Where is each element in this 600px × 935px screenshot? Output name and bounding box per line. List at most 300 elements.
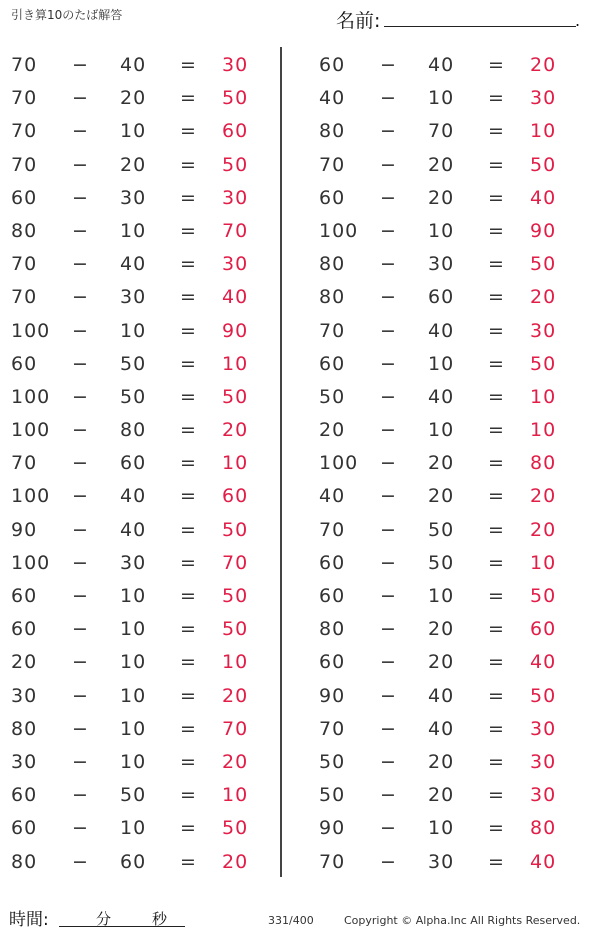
subtrahend: 20 — [120, 87, 147, 110]
problem-row — [308, 845, 578, 878]
problem-row — [0, 612, 270, 645]
equals-sign: = — [488, 585, 504, 607]
problem-row — [308, 645, 578, 678]
subtrahend: 40 — [428, 319, 455, 342]
problem-row — [308, 513, 578, 546]
subtrahend: 50 — [120, 784, 147, 807]
minus-sign: − — [72, 186, 88, 209]
minus-sign: − — [380, 684, 396, 707]
minuend: 60 — [11, 186, 38, 209]
minuend: 60 — [319, 186, 346, 209]
answer: 10 — [222, 651, 249, 674]
answer: 70 — [222, 219, 249, 242]
minuend: 80 — [11, 219, 38, 242]
minuend: 70 — [11, 452, 38, 475]
problem-row — [0, 148, 270, 181]
minus-sign: − — [72, 750, 88, 773]
minuend: 70 — [11, 120, 38, 143]
subtrahend: 10 — [120, 585, 147, 607]
problem-row — [308, 579, 578, 612]
minus-sign: − — [380, 618, 396, 641]
subtrahend: 10 — [428, 585, 455, 607]
minus-sign: − — [72, 385, 88, 408]
answer: 30 — [222, 253, 249, 276]
equals-sign: = — [488, 153, 504, 176]
problem-row — [0, 114, 270, 147]
minus-sign: − — [380, 385, 396, 408]
minus-sign: − — [380, 717, 396, 740]
subtrahend: 10 — [428, 352, 455, 375]
subtrahend: 80 — [120, 419, 147, 442]
problem-row — [308, 546, 578, 579]
answer: 20 — [530, 485, 557, 508]
minuend: 90 — [319, 817, 346, 840]
subtrahend: 40 — [428, 385, 455, 408]
answer: 80 — [530, 817, 557, 840]
subtrahend: 10 — [120, 319, 147, 342]
minuend: 80 — [319, 120, 346, 143]
answer: 50 — [222, 385, 249, 408]
name-field-line[interactable] — [384, 26, 576, 27]
problem-row — [0, 280, 270, 313]
answer: 50 — [530, 253, 557, 276]
equals-sign: = — [488, 750, 504, 773]
answer: 20 — [530, 286, 557, 309]
equals-sign: = — [488, 518, 504, 541]
subtrahend: 30 — [120, 286, 147, 309]
problem-row — [308, 214, 578, 247]
minutes-label: 分 — [96, 910, 112, 928]
subtrahend: 10 — [120, 618, 147, 641]
minus-sign: − — [72, 551, 88, 574]
minuend: 70 — [319, 153, 346, 176]
minus-sign: − — [380, 253, 396, 276]
minuend: 80 — [319, 618, 346, 641]
equals-sign: = — [180, 817, 196, 840]
problem-row — [0, 745, 270, 778]
subtrahend: 50 — [120, 385, 147, 408]
equals-sign: = — [488, 120, 504, 143]
minuend: 60 — [11, 784, 38, 807]
subtrahend: 30 — [428, 850, 455, 873]
problem-row — [308, 347, 578, 380]
minus-sign: − — [72, 651, 88, 674]
answer: 20 — [222, 419, 249, 442]
problem-row — [308, 380, 578, 413]
subtrahend: 50 — [120, 352, 147, 375]
problem-row — [308, 612, 578, 645]
page-number: 331/400 — [268, 914, 314, 927]
answer: 40 — [530, 651, 557, 674]
minus-sign: − — [380, 585, 396, 607]
problem-row — [0, 48, 270, 81]
minuend: 50 — [319, 784, 346, 807]
answer: 60 — [222, 485, 249, 508]
equals-sign: = — [180, 717, 196, 740]
subtrahend: 10 — [428, 87, 455, 110]
equals-sign: = — [180, 54, 196, 76]
subtrahend: 60 — [120, 850, 147, 873]
subtrahend: 20 — [428, 485, 455, 508]
minus-sign: − — [380, 518, 396, 541]
minuend: 70 — [319, 850, 346, 873]
minuend: 70 — [319, 717, 346, 740]
minus-sign: − — [380, 551, 396, 574]
minus-sign: − — [380, 319, 396, 342]
problem-row — [308, 148, 578, 181]
answer: 10 — [530, 385, 557, 408]
subtrahend: 60 — [428, 286, 455, 309]
problem-row — [0, 181, 270, 214]
answer: 40 — [530, 186, 557, 209]
answer: 80 — [530, 452, 557, 475]
answer: 30 — [530, 319, 557, 342]
equals-sign: = — [180, 186, 196, 209]
equals-sign: = — [180, 286, 196, 309]
equals-sign: = — [488, 784, 504, 807]
answer: 10 — [222, 452, 249, 475]
subtrahend: 20 — [428, 153, 455, 176]
answer: 50 — [222, 87, 249, 110]
minus-sign: − — [380, 750, 396, 773]
minuend: 30 — [11, 750, 38, 773]
problem-row — [0, 214, 270, 247]
minuend: 70 — [11, 153, 38, 176]
minus-sign: − — [72, 717, 88, 740]
problem-row — [0, 845, 270, 878]
equals-sign: = — [488, 717, 504, 740]
minus-sign: − — [72, 253, 88, 276]
minus-sign: − — [380, 352, 396, 375]
subtrahend: 30 — [120, 186, 147, 209]
minus-sign: − — [380, 485, 396, 508]
minus-sign: − — [380, 419, 396, 442]
problem-row — [308, 181, 578, 214]
minus-sign: − — [72, 452, 88, 475]
answer: 20 — [530, 518, 557, 541]
equals-sign: = — [180, 784, 196, 807]
subtrahend: 60 — [120, 452, 147, 475]
equals-sign: = — [488, 385, 504, 408]
minuend: 40 — [319, 87, 346, 110]
subtrahend: 40 — [120, 54, 147, 76]
answer: 50 — [530, 153, 557, 176]
answer: 30 — [530, 784, 557, 807]
equals-sign: = — [180, 120, 196, 143]
subtrahend: 40 — [120, 485, 147, 508]
minuend: 100 — [11, 551, 51, 574]
equals-sign: = — [488, 253, 504, 276]
minus-sign: − — [380, 817, 396, 840]
minuend: 40 — [319, 485, 346, 508]
subtrahend: 70 — [428, 120, 455, 143]
minuend: 80 — [11, 717, 38, 740]
subtrahend: 10 — [120, 651, 147, 674]
minus-sign: − — [72, 518, 88, 541]
problem-row — [308, 48, 578, 81]
minus-sign: − — [72, 485, 88, 508]
answer: 20 — [222, 684, 249, 707]
subtrahend: 10 — [428, 817, 455, 840]
minuend: 60 — [319, 551, 346, 574]
problem-row — [0, 81, 270, 114]
equals-sign: = — [180, 385, 196, 408]
equals-sign: = — [488, 618, 504, 641]
problem-row — [0, 347, 270, 380]
answer: 30 — [222, 186, 249, 209]
answer: 50 — [222, 518, 249, 541]
equals-sign: = — [488, 87, 504, 110]
equals-sign: = — [488, 551, 504, 574]
subtrahend: 40 — [428, 684, 455, 707]
answer: 50 — [530, 352, 557, 375]
equals-sign: = — [180, 87, 196, 110]
minus-sign: − — [72, 54, 88, 76]
equals-sign: = — [180, 551, 196, 574]
subtrahend: 10 — [120, 120, 147, 143]
equals-sign: = — [488, 219, 504, 242]
minuend: 100 — [11, 419, 51, 442]
subtrahend: 20 — [428, 750, 455, 773]
equals-sign: = — [488, 485, 504, 508]
answer: 30 — [222, 54, 249, 76]
minus-sign: − — [72, 618, 88, 641]
minus-sign: − — [72, 120, 88, 143]
minuend: 60 — [11, 618, 38, 641]
answer: 50 — [222, 153, 249, 176]
column-divider — [280, 47, 282, 877]
subtrahend: 40 — [120, 518, 147, 541]
answer: 50 — [530, 585, 557, 607]
problem-row — [308, 247, 578, 280]
equals-sign: = — [488, 419, 504, 442]
answer: 40 — [530, 850, 557, 873]
equals-sign: = — [180, 352, 196, 375]
minus-sign: − — [72, 419, 88, 442]
minuend: 60 — [319, 352, 346, 375]
minuend: 60 — [319, 651, 346, 674]
answer: 10 — [222, 352, 249, 375]
problem-row — [308, 811, 578, 844]
equals-sign: = — [180, 651, 196, 674]
problem-row — [0, 446, 270, 479]
equals-sign: = — [488, 352, 504, 375]
name-end-mark: . — [575, 11, 581, 30]
minuend: 80 — [319, 253, 346, 276]
subtrahend: 10 — [428, 219, 455, 242]
minuend: 20 — [11, 651, 38, 674]
equals-sign: = — [488, 54, 504, 76]
problem-row — [0, 380, 270, 413]
answer: 10 — [530, 419, 557, 442]
problem-row — [308, 280, 578, 313]
minus-sign: − — [72, 817, 88, 840]
subtrahend: 10 — [120, 684, 147, 707]
minuend: 90 — [11, 518, 38, 541]
left-problem-column — [0, 48, 270, 878]
minus-sign: − — [72, 684, 88, 707]
minus-sign: − — [380, 54, 396, 76]
answer: 50 — [222, 817, 249, 840]
answer: 10 — [222, 784, 249, 807]
minuend: 90 — [319, 684, 346, 707]
minuend: 70 — [11, 54, 38, 76]
problem-row — [0, 546, 270, 579]
answer: 50 — [530, 684, 557, 707]
subtrahend: 40 — [428, 717, 455, 740]
minuend: 100 — [319, 452, 359, 475]
answer: 40 — [222, 286, 249, 309]
minus-sign: − — [380, 219, 396, 242]
minuend: 100 — [11, 319, 51, 342]
equals-sign: = — [488, 319, 504, 342]
answer: 30 — [530, 87, 557, 110]
problem-row — [308, 81, 578, 114]
minuend: 70 — [11, 253, 38, 276]
problem-row — [0, 479, 270, 512]
answer: 90 — [530, 219, 557, 242]
minus-sign: − — [380, 850, 396, 873]
problem-row — [308, 413, 578, 446]
problem-row — [308, 314, 578, 347]
answer: 20 — [530, 54, 557, 76]
minuend: 60 — [11, 817, 38, 840]
subtrahend: 20 — [120, 153, 147, 176]
answer: 60 — [530, 618, 557, 641]
minuend: 80 — [11, 850, 38, 873]
equals-sign: = — [488, 286, 504, 309]
problem-row — [0, 712, 270, 745]
minus-sign: − — [380, 784, 396, 807]
equals-sign: = — [180, 684, 196, 707]
subtrahend: 10 — [120, 750, 147, 773]
subtrahend: 20 — [428, 651, 455, 674]
equals-sign: = — [180, 153, 196, 176]
minuend: 70 — [319, 518, 346, 541]
minuend: 20 — [319, 419, 346, 442]
problem-row — [308, 479, 578, 512]
name-label: 名前: — [336, 10, 381, 32]
answer: 20 — [222, 750, 249, 773]
subtrahend: 40 — [428, 54, 455, 76]
minus-sign: − — [72, 319, 88, 342]
problem-row — [308, 679, 578, 712]
minus-sign: − — [72, 850, 88, 873]
minus-sign: − — [72, 585, 88, 607]
problem-row — [0, 579, 270, 612]
minus-sign: − — [380, 153, 396, 176]
minus-sign: − — [380, 286, 396, 309]
equals-sign: = — [180, 319, 196, 342]
minuend: 60 — [11, 352, 38, 375]
minuend: 100 — [11, 485, 51, 508]
equals-sign: = — [180, 585, 196, 607]
problem-row — [308, 712, 578, 745]
answer: 50 — [222, 585, 249, 607]
minuend: 60 — [319, 54, 346, 76]
equals-sign: = — [180, 485, 196, 508]
problem-row — [308, 446, 578, 479]
answer: 10 — [530, 551, 557, 574]
equals-sign: = — [180, 253, 196, 276]
problem-row — [0, 811, 270, 844]
minuend: 50 — [319, 750, 346, 773]
minus-sign: − — [380, 452, 396, 475]
minus-sign: − — [380, 651, 396, 674]
problem-row — [0, 679, 270, 712]
copyright-text: Copyright © Alpha.Inc All Rights Reserved. — [344, 914, 581, 927]
equals-sign: = — [180, 219, 196, 242]
problem-row — [0, 314, 270, 347]
minuend: 80 — [319, 286, 346, 309]
minus-sign: − — [72, 87, 88, 110]
minus-sign: − — [72, 286, 88, 309]
problem-row — [308, 114, 578, 147]
equals-sign: = — [488, 850, 504, 873]
answer: 60 — [222, 120, 249, 143]
problem-row — [0, 513, 270, 546]
answer: 30 — [530, 750, 557, 773]
minuend: 70 — [11, 286, 38, 309]
subtrahend: 10 — [428, 419, 455, 442]
answer: 10 — [530, 120, 557, 143]
minus-sign: − — [380, 186, 396, 209]
minuend: 60 — [319, 585, 346, 607]
subtrahend: 40 — [120, 253, 147, 276]
equals-sign: = — [180, 452, 196, 475]
equals-sign: = — [180, 750, 196, 773]
answer: 20 — [222, 850, 249, 873]
subtrahend: 10 — [120, 219, 147, 242]
equals-sign: = — [180, 850, 196, 873]
minus-sign: − — [72, 352, 88, 375]
problem-row — [0, 645, 270, 678]
equals-sign: = — [488, 186, 504, 209]
right-problem-column — [308, 48, 578, 878]
seconds-label: 秒 — [152, 910, 168, 928]
minuend: 100 — [319, 219, 359, 242]
minuend: 60 — [11, 585, 38, 607]
subtrahend: 20 — [428, 618, 455, 641]
answer: 70 — [222, 717, 249, 740]
problem-row — [308, 778, 578, 811]
minus-sign: − — [72, 153, 88, 176]
answer: 30 — [530, 717, 557, 740]
subtrahend: 20 — [428, 186, 455, 209]
minus-sign: − — [380, 120, 396, 143]
subtrahend: 50 — [428, 551, 455, 574]
minuend: 50 — [319, 385, 346, 408]
minus-sign: − — [380, 87, 396, 110]
subtrahend: 20 — [428, 784, 455, 807]
time-label: 時間: — [9, 910, 49, 930]
answer: 50 — [222, 618, 249, 641]
equals-sign: = — [488, 651, 504, 674]
minuend: 30 — [11, 684, 38, 707]
subtrahend: 10 — [120, 817, 147, 840]
problem-row — [0, 778, 270, 811]
minus-sign: − — [72, 219, 88, 242]
subtrahend: 50 — [428, 518, 455, 541]
minuend: 70 — [11, 87, 38, 110]
equals-sign: = — [180, 419, 196, 442]
subtrahend: 30 — [428, 253, 455, 276]
equals-sign: = — [180, 618, 196, 641]
subtrahend: 10 — [120, 717, 147, 740]
answer: 90 — [222, 319, 249, 342]
problem-row — [0, 413, 270, 446]
minuend: 100 — [11, 385, 51, 408]
